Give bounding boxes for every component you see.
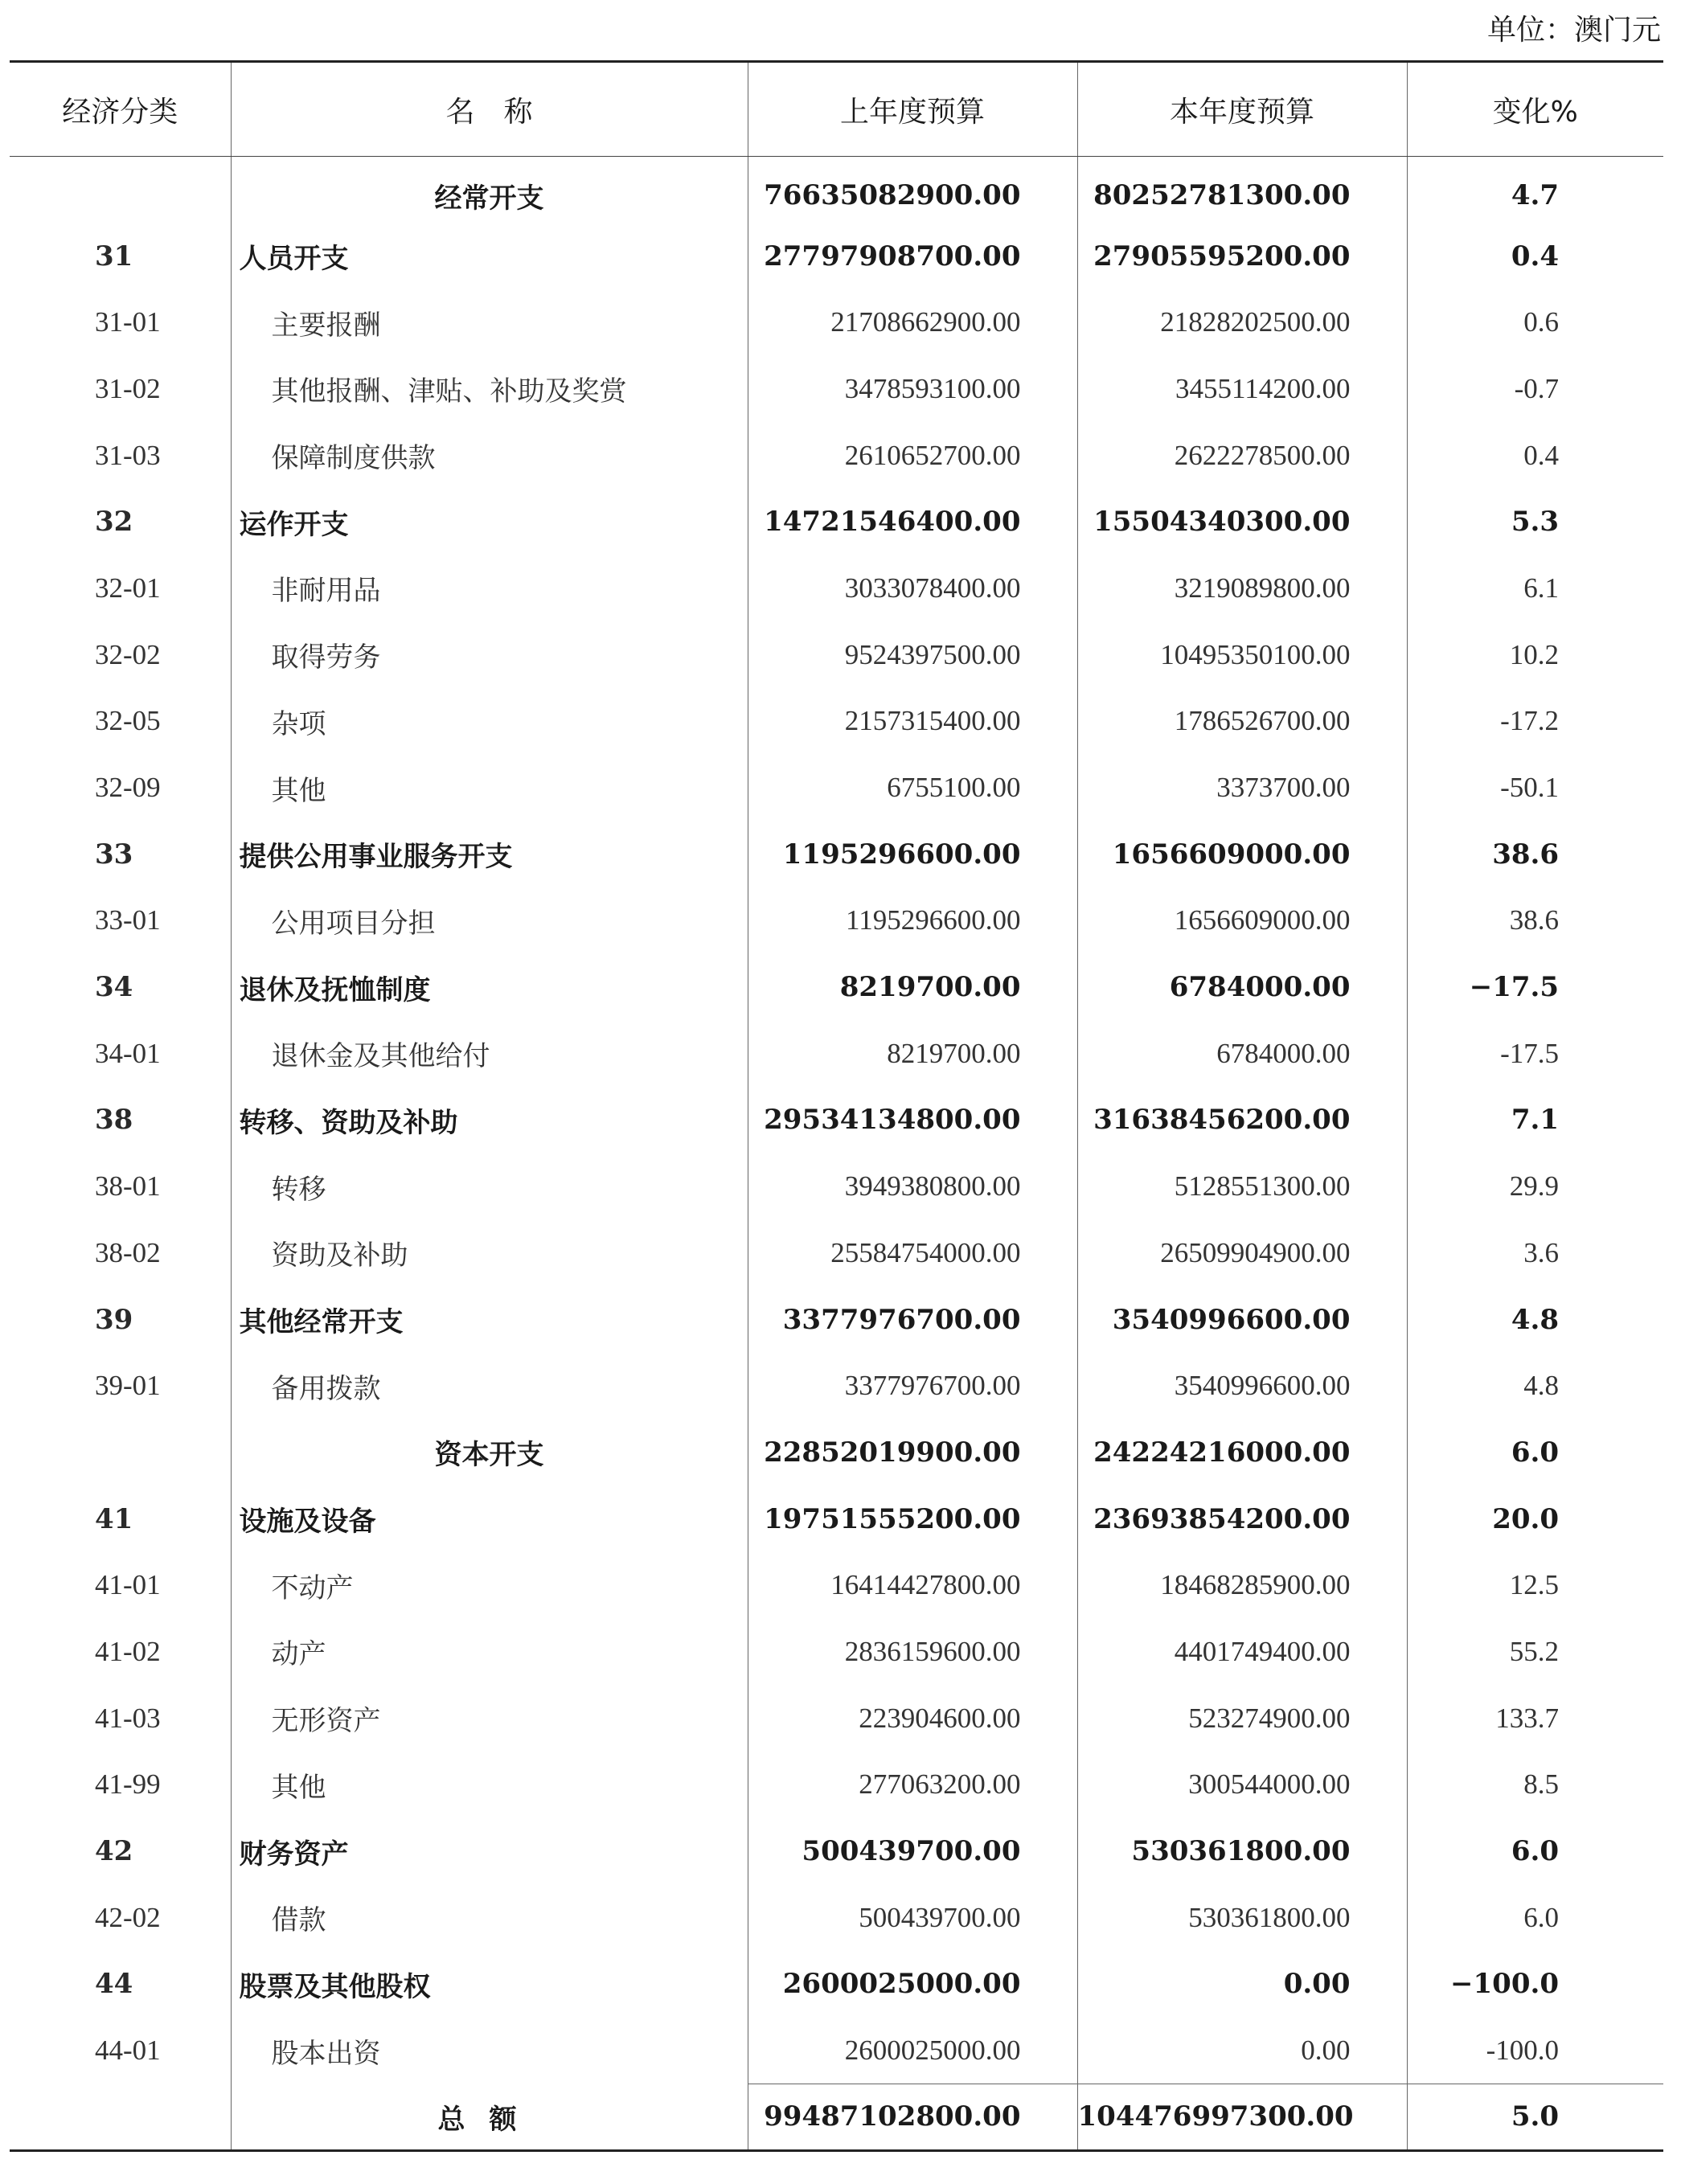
cell-current-budget: 27905595200.00 bbox=[1077, 223, 1407, 289]
budget-table bbox=[10, 60, 1663, 2152]
cell-previous-budget: 2836159600.00 bbox=[748, 1619, 1077, 1686]
cell-code: 38-02 bbox=[95, 1236, 161, 1268]
cell-name: 运作开支 bbox=[231, 489, 748, 555]
cell-previous-budget: 22852019900.00 bbox=[748, 1420, 1077, 1486]
cell-name: 退休及抚恤制度 bbox=[231, 954, 748, 1021]
table-row bbox=[10, 2018, 1663, 2084]
cell-change-percent: 10.2 bbox=[1407, 621, 1663, 688]
cell-current-budget: 23693854200.00 bbox=[1077, 1485, 1407, 1552]
table-row bbox=[10, 1951, 1663, 2018]
cell-current-budget: 0.00 bbox=[1077, 2018, 1407, 2084]
cell-previous-budget: 500439700.00 bbox=[748, 1884, 1077, 1951]
cell-name: 其他经常开支 bbox=[231, 1286, 748, 1353]
cell-code: 42 bbox=[95, 1835, 133, 1868]
table-header-row bbox=[10, 62, 1663, 157]
cell-code: 41 bbox=[95, 1502, 133, 1535]
cell-previous-budget: 3377976700.00 bbox=[748, 1286, 1077, 1353]
cell-current-budget: 0.00 bbox=[1077, 1951, 1407, 2018]
cell-previous-budget: 27797908700.00 bbox=[748, 223, 1077, 289]
cell-previous-budget: 21708662900.00 bbox=[748, 289, 1077, 356]
table-row bbox=[10, 1353, 1663, 1420]
table-row bbox=[10, 223, 1663, 289]
cell-current-budget: 5128551300.00 bbox=[1077, 1153, 1407, 1220]
cell-current-budget: 80252781300.00 bbox=[1077, 157, 1407, 223]
cell-code bbox=[10, 2084, 231, 2150]
cell-current-budget: 2622278500.00 bbox=[1077, 422, 1407, 489]
table-row bbox=[10, 1619, 1663, 1686]
cell-previous-budget: 19751555200.00 bbox=[748, 1485, 1077, 1552]
table-row bbox=[10, 1286, 1663, 1353]
cell-code: 32 bbox=[95, 506, 133, 539]
cell-change-percent: 133.7 bbox=[1407, 1685, 1663, 1752]
cell-name: 财务资产 bbox=[231, 1818, 748, 1885]
cell-previous-budget: 2157315400.00 bbox=[748, 688, 1077, 755]
cell-change-percent: 38.6 bbox=[1407, 887, 1663, 954]
cell-current-budget: 21828202500.00 bbox=[1077, 289, 1407, 356]
cell-current-budget: 104476997300.00 bbox=[1077, 2084, 1407, 2150]
cell-change-percent: 5.0 bbox=[1407, 2084, 1663, 2150]
cell-current-budget: 6784000.00 bbox=[1077, 954, 1407, 1021]
table-row bbox=[10, 1087, 1663, 1153]
cell-name: 其他报酬、津贴、补助及奖赏 bbox=[231, 356, 748, 423]
table-row bbox=[10, 1884, 1663, 1951]
cell-name: 提供公用事业服务开支 bbox=[231, 821, 748, 887]
cell-previous-budget: 3949380800.00 bbox=[748, 1153, 1077, 1220]
cell-previous-budget: 1195296600.00 bbox=[748, 887, 1077, 954]
cell-change-percent: 8.5 bbox=[1407, 1752, 1663, 1818]
cell-current-budget: 3455114200.00 bbox=[1077, 356, 1407, 423]
table-row bbox=[10, 821, 1663, 887]
cell-previous-budget: 8219700.00 bbox=[748, 954, 1077, 1021]
cell-previous-budget: 29534134800.00 bbox=[748, 1087, 1077, 1153]
cell-name: 取得劳务 bbox=[231, 621, 748, 688]
cell-code bbox=[10, 1420, 231, 1486]
cell-code: 32-05 bbox=[95, 705, 161, 737]
cell-previous-budget: 500439700.00 bbox=[748, 1818, 1077, 1885]
cell-change-percent: 7.1 bbox=[1407, 1087, 1663, 1153]
cell-name: 股票及其他股权 bbox=[231, 1951, 748, 2018]
cell-change-percent: 0.6 bbox=[1407, 289, 1663, 356]
cell-code: 31-02 bbox=[95, 372, 161, 404]
cell-code: 41-02 bbox=[95, 1635, 161, 1667]
cell-change-percent: −17.5 bbox=[1407, 954, 1663, 1021]
cell-previous-budget: 223904600.00 bbox=[748, 1685, 1077, 1752]
cell-code: 34 bbox=[95, 971, 133, 1004]
cell-name: 保障制度供款 bbox=[231, 422, 748, 489]
header-change-percent: 变化% bbox=[1407, 62, 1663, 157]
cell-current-budget: 10495350100.00 bbox=[1077, 621, 1407, 688]
cell-code: 38 bbox=[95, 1104, 133, 1137]
table-row bbox=[10, 1552, 1663, 1619]
cell-previous-budget: 3033078400.00 bbox=[748, 555, 1077, 622]
cell-code: 31-01 bbox=[95, 306, 161, 338]
cell-previous-budget: 2600025000.00 bbox=[748, 1951, 1077, 2018]
header-current-budget: 本年度预算 bbox=[1077, 62, 1407, 157]
cell-code: 41-99 bbox=[95, 1768, 161, 1801]
table-row bbox=[10, 289, 1663, 356]
cell-code: 39 bbox=[95, 1303, 133, 1336]
cell-current-budget: 300544000.00 bbox=[1077, 1752, 1407, 1818]
cell-name: 主要报酬 bbox=[231, 289, 748, 356]
cell-change-percent: 38.6 bbox=[1407, 821, 1663, 887]
cell-change-percent: 4.8 bbox=[1407, 1286, 1663, 1353]
cell-change-percent: 29.9 bbox=[1407, 1153, 1663, 1220]
cell-change-percent: −100.0 bbox=[1407, 1951, 1663, 2018]
cell-name: 转移、资助及补助 bbox=[231, 1087, 748, 1153]
table-row bbox=[10, 1752, 1663, 1818]
cell-name: 转移 bbox=[231, 1153, 748, 1220]
cell-current-budget: 1656609000.00 bbox=[1077, 821, 1407, 887]
cell-previous-budget: 3377976700.00 bbox=[748, 1353, 1077, 1420]
cell-previous-budget: 1195296600.00 bbox=[748, 821, 1077, 887]
cell-change-percent: 5.3 bbox=[1407, 489, 1663, 555]
unit-label: 单位：澳门元 bbox=[1486, 14, 1661, 47]
header-previous-budget: 上年度预算 bbox=[748, 62, 1077, 157]
cell-current-budget: 530361800.00 bbox=[1077, 1884, 1407, 1951]
cell-change-percent: 4.7 bbox=[1407, 157, 1663, 223]
table-row bbox=[10, 1420, 1663, 1486]
cell-current-budget: 1656609000.00 bbox=[1077, 887, 1407, 954]
table-row bbox=[10, 954, 1663, 1021]
cell-change-percent: 0.4 bbox=[1407, 422, 1663, 489]
cell-name: 资本开支 bbox=[231, 1420, 748, 1486]
cell-current-budget: 3373700.00 bbox=[1077, 755, 1407, 822]
cell-code: 39-01 bbox=[95, 1370, 161, 1402]
cell-previous-budget: 99487102800.00 bbox=[748, 2084, 1077, 2150]
cell-code: 41-01 bbox=[95, 1569, 161, 1601]
cell-change-percent: 0.4 bbox=[1407, 223, 1663, 289]
table-row bbox=[10, 1020, 1663, 1087]
cell-change-percent: 6.0 bbox=[1407, 1420, 1663, 1486]
cell-previous-budget: 76635082900.00 bbox=[748, 157, 1077, 223]
cell-previous-budget: 14721546400.00 bbox=[748, 489, 1077, 555]
table-row bbox=[10, 356, 1663, 423]
cell-current-budget: 6784000.00 bbox=[1077, 1020, 1407, 1087]
table-body bbox=[10, 157, 1663, 2151]
cell-change-percent: -17.5 bbox=[1407, 1020, 1663, 1087]
table-row bbox=[10, 489, 1663, 555]
cell-code: 32-09 bbox=[95, 772, 161, 804]
cell-current-budget: 3219089800.00 bbox=[1077, 555, 1407, 622]
cell-change-percent: -50.1 bbox=[1407, 755, 1663, 822]
cell-previous-budget: 25584754000.00 bbox=[748, 1220, 1077, 1287]
cell-current-budget: 15504340300.00 bbox=[1077, 489, 1407, 555]
cell-previous-budget: 9524397500.00 bbox=[748, 621, 1077, 688]
cell-code: 44 bbox=[95, 1968, 133, 2001]
cell-name: 不动产 bbox=[231, 1552, 748, 1619]
cell-change-percent: 6.1 bbox=[1407, 555, 1663, 622]
cell-current-budget: 24224216000.00 bbox=[1077, 1420, 1407, 1486]
table-row bbox=[10, 1818, 1663, 1885]
cell-change-percent: 55.2 bbox=[1407, 1619, 1663, 1686]
cell-name: 设施及设备 bbox=[231, 1485, 748, 1552]
table-row bbox=[10, 621, 1663, 688]
table-row bbox=[10, 157, 1663, 223]
cell-code: 41-03 bbox=[95, 1702, 161, 1734]
cell-name: 动产 bbox=[231, 1619, 748, 1686]
cell-current-budget: 523274900.00 bbox=[1077, 1685, 1407, 1752]
table-row bbox=[10, 688, 1663, 755]
header-economic-class: 经济分类 bbox=[10, 62, 231, 157]
cell-code: 33 bbox=[95, 838, 133, 871]
cell-name: 股本出资 bbox=[231, 2018, 748, 2084]
cell-name: 公用项目分担 bbox=[231, 887, 748, 954]
cell-code: 33-01 bbox=[95, 904, 161, 936]
table-row bbox=[10, 555, 1663, 622]
cell-change-percent: -0.7 bbox=[1407, 356, 1663, 423]
cell-name: 其他 bbox=[231, 755, 748, 822]
cell-code: 31-03 bbox=[95, 439, 161, 471]
cell-code bbox=[10, 157, 231, 223]
table-row bbox=[10, 1220, 1663, 1287]
cell-change-percent: 6.0 bbox=[1407, 1818, 1663, 1885]
cell-change-percent: 20.0 bbox=[1407, 1485, 1663, 1552]
cell-name: 退休金及其他给付 bbox=[231, 1020, 748, 1087]
cell-change-percent: 6.0 bbox=[1407, 1884, 1663, 1951]
cell-name: 非耐用品 bbox=[231, 555, 748, 622]
cell-code: 44-01 bbox=[95, 2034, 161, 2067]
table-row bbox=[10, 1485, 1663, 1552]
cell-change-percent: 3.6 bbox=[1407, 1220, 1663, 1287]
cell-code: 32-02 bbox=[95, 638, 161, 670]
cell-previous-budget: 277063200.00 bbox=[748, 1752, 1077, 1818]
cell-previous-budget: 6755100.00 bbox=[748, 755, 1077, 822]
table-row bbox=[10, 2084, 1663, 2150]
header-name: 名 称 bbox=[231, 62, 748, 157]
cell-code: 42-02 bbox=[95, 1901, 161, 1933]
cell-current-budget: 4401749400.00 bbox=[1077, 1619, 1407, 1686]
table-row bbox=[10, 1153, 1663, 1220]
table-row bbox=[10, 422, 1663, 489]
cell-current-budget: 1786526700.00 bbox=[1077, 688, 1407, 755]
cell-name: 人员开支 bbox=[231, 223, 748, 289]
cell-name: 总额 bbox=[231, 2084, 748, 2150]
cell-code: 32-01 bbox=[95, 572, 161, 604]
cell-name: 经常开支 bbox=[231, 157, 748, 223]
cell-change-percent: 12.5 bbox=[1407, 1552, 1663, 1619]
cell-current-budget: 3540996600.00 bbox=[1077, 1286, 1407, 1353]
table-row bbox=[10, 1685, 1663, 1752]
table-row bbox=[10, 887, 1663, 954]
cell-current-budget: 3540996600.00 bbox=[1077, 1353, 1407, 1420]
cell-name: 无形资产 bbox=[231, 1685, 748, 1752]
cell-previous-budget: 3478593100.00 bbox=[748, 356, 1077, 423]
cell-current-budget: 26509904900.00 bbox=[1077, 1220, 1407, 1287]
cell-current-budget: 31638456200.00 bbox=[1077, 1087, 1407, 1153]
cell-code: 31 bbox=[95, 240, 133, 272]
cell-change-percent: -100.0 bbox=[1407, 2018, 1663, 2084]
cell-name: 其他 bbox=[231, 1752, 748, 1818]
cell-previous-budget: 2600025000.00 bbox=[748, 2018, 1077, 2084]
cell-previous-budget: 2610652700.00 bbox=[748, 422, 1077, 489]
cell-name: 备用拨款 bbox=[231, 1353, 748, 1420]
cell-name: 借款 bbox=[231, 1884, 748, 1951]
table-row bbox=[10, 755, 1663, 822]
cell-change-percent: 4.8 bbox=[1407, 1353, 1663, 1420]
cell-current-budget: 530361800.00 bbox=[1077, 1818, 1407, 1885]
cell-code: 38-01 bbox=[95, 1170, 161, 1203]
cell-code: 34-01 bbox=[95, 1037, 161, 1069]
cell-change-percent: -17.2 bbox=[1407, 688, 1663, 755]
cell-name: 杂项 bbox=[231, 688, 748, 755]
cell-previous-budget: 8219700.00 bbox=[748, 1020, 1077, 1087]
cell-previous-budget: 16414427800.00 bbox=[748, 1552, 1077, 1619]
cell-current-budget: 18468285900.00 bbox=[1077, 1552, 1407, 1619]
cell-name: 资助及补助 bbox=[231, 1220, 748, 1287]
